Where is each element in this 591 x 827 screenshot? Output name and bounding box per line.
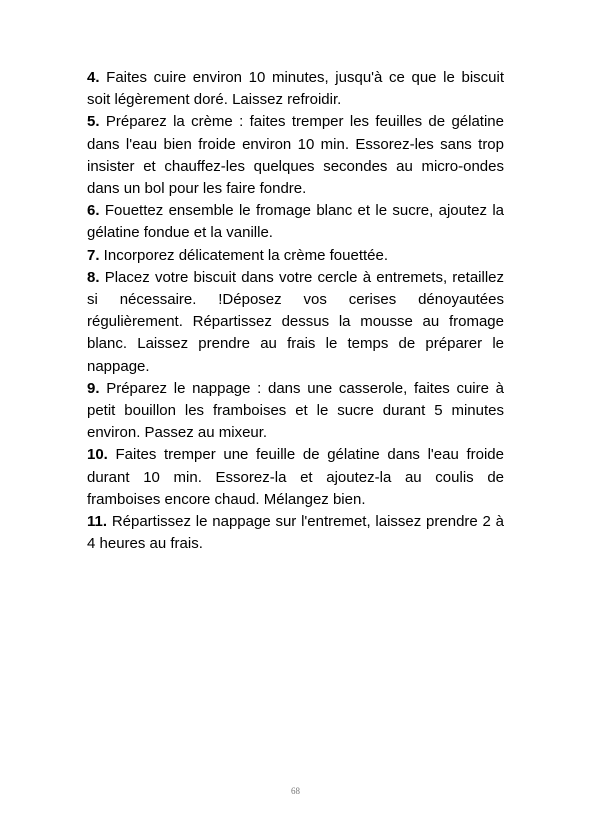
step-number: 11. (87, 513, 108, 531)
step-text: Préparez le nappage : dans une casserole, faites cuire à petit bouillon les framboises et le sucre durant 5 minutes environ. Passez au mixeur. (87, 379, 504, 442)
step-number: 10. (87, 446, 108, 464)
step-text: Fouettez ensemble le fromage blanc et le sucre, ajoutez la gélatine fondue et la vanille. (87, 202, 504, 242)
step-text: Préparez la crème : faites tremper les feuilles de gélatine dans l'eau bien froide environ 10 min. Essorez-les sans trop insister et chauffez-les quelques secondes au micro-ondes dans un bol pour les faire fondre. (87, 113, 504, 198)
step-4 (87, 67, 504, 111)
step-number: 9. (87, 379, 100, 397)
recipe-steps (87, 67, 504, 555)
step-6 (87, 200, 504, 244)
page-number: 68 (291, 786, 300, 796)
step-number: 4. (87, 69, 100, 86)
step-number: 8. (87, 268, 100, 286)
step-text: Faites cuire environ 10 minutes, jusqu'à ce que le biscuit soit légèrement doré. Laissez refroidir. (87, 69, 504, 109)
step-text: Répartissez le nappage sur l'entremet, laissez prendre 2 à 4 heures au frais. (87, 513, 504, 553)
step-7 (87, 245, 504, 267)
step-9 (87, 378, 504, 445)
step-8 (87, 267, 504, 378)
step-number: 7. (87, 246, 100, 264)
step-5 (87, 111, 504, 200)
step-text: Faites tremper une feuille de gélatine dans l'eau froide durant 10 min. Essorez-la et ajoutez-la au coulis de framboises encore chaud. Mélangez bien. (87, 446, 504, 508)
step-11 (87, 511, 504, 555)
step-10 (87, 444, 504, 511)
step-number: 5. (87, 113, 100, 131)
step-number: 6. (87, 202, 100, 220)
step-text: Placez votre biscuit dans votre cercle à entremets, retaillez si nécessaire. !Déposez vos cerises dénoyautées régulièrement. Répartissez dessus la mousse au fromage blanc. Laissez prendre au frais le temps de préparer le nappage. (87, 268, 504, 375)
step-text: Incorporez délicatement la crème fouettée. (99, 246, 389, 264)
